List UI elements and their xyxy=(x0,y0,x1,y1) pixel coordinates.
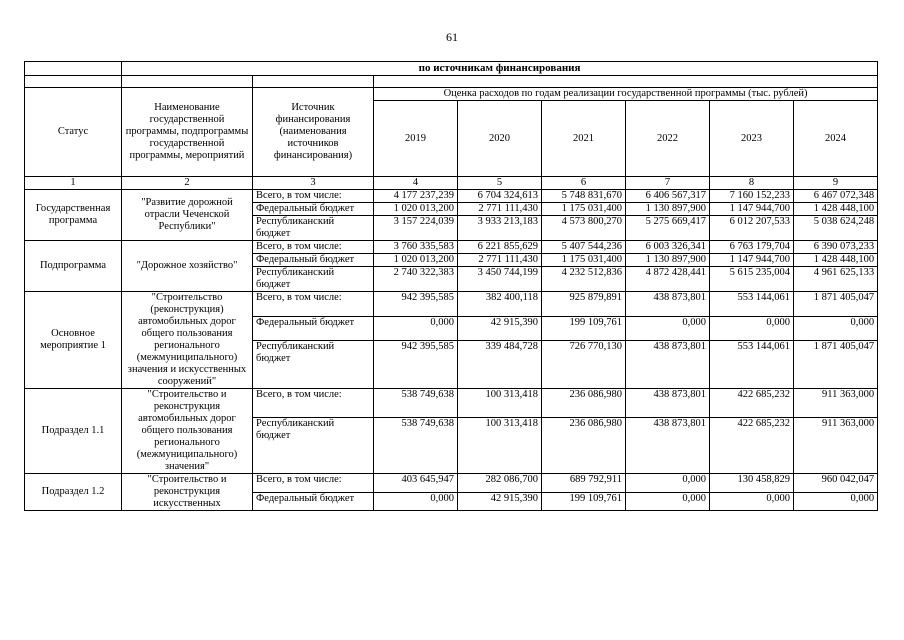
value-cell: 5 038 624,248 xyxy=(794,216,878,241)
value-cell: 6 390 073,233 xyxy=(794,241,878,254)
value-cell: 911 363,000 xyxy=(794,418,878,474)
value-cell: 1 428 448,100 xyxy=(794,254,878,267)
value-cell: 422 685,232 xyxy=(710,389,794,418)
table-row xyxy=(25,474,878,493)
value-cell: 6 467 072,348 xyxy=(794,190,878,203)
empty-cell xyxy=(122,76,253,88)
empty-cell xyxy=(253,76,374,88)
value-cell: 4 573 800,270 xyxy=(542,216,626,241)
value-cell: 0,000 xyxy=(626,492,710,511)
value-cell: 4 177 237,239 xyxy=(374,190,458,203)
column-number: 3 xyxy=(253,177,374,190)
value-cell: 2 771 111,430 xyxy=(458,203,542,216)
table-row xyxy=(25,241,878,254)
value-cell: 6 763 179,704 xyxy=(710,241,794,254)
value-cell: 403 645,947 xyxy=(374,474,458,493)
value-cell: 0,000 xyxy=(374,492,458,511)
caption-row xyxy=(25,62,878,76)
value-cell: 6 003 326,341 xyxy=(626,241,710,254)
value-cell: 339 484,728 xyxy=(458,341,542,389)
value-cell: 0,000 xyxy=(710,316,794,341)
value-cell: 553 144,061 xyxy=(710,292,794,317)
financing-table xyxy=(24,61,878,511)
value-cell: 942 395,585 xyxy=(374,292,458,317)
column-number: 8 xyxy=(710,177,794,190)
header-year: 2021 xyxy=(542,101,626,177)
value-cell: 5 748 831,670 xyxy=(542,190,626,203)
value-cell: 0,000 xyxy=(794,316,878,341)
header-year: 2023 xyxy=(710,101,794,177)
source-cell: Всего, в том числе: xyxy=(253,190,374,203)
value-cell: 6 221 855,629 xyxy=(458,241,542,254)
value-cell: 5 615 235,004 xyxy=(710,267,794,292)
source-cell: Федеральный бюджет xyxy=(253,492,374,511)
table-row xyxy=(25,389,878,418)
column-number: 7 xyxy=(626,177,710,190)
value-cell: 1 428 448,100 xyxy=(794,203,878,216)
value-cell: 1 871 405,047 xyxy=(794,292,878,317)
column-number: 2 xyxy=(122,177,253,190)
value-cell: 3 933 213,183 xyxy=(458,216,542,241)
source-cell: Федеральный бюджет xyxy=(253,316,374,341)
value-cell: 42 915,390 xyxy=(458,492,542,511)
value-cell: 130 458,829 xyxy=(710,474,794,493)
value-cell: 100 313,418 xyxy=(458,389,542,418)
value-cell: 538 749,638 xyxy=(374,418,458,474)
column-number: 1 xyxy=(25,177,122,190)
value-cell: 422 685,232 xyxy=(710,418,794,474)
value-cell: 1 147 944,700 xyxy=(710,254,794,267)
header-year: 2019 xyxy=(374,101,458,177)
status-cell: Основное мероприятие 1 xyxy=(25,292,122,389)
source-cell: Всего, в том числе: xyxy=(253,474,374,493)
value-cell: 5 275 669,417 xyxy=(626,216,710,241)
source-cell: Всего, в том числе: xyxy=(253,292,374,317)
empty-row xyxy=(25,76,878,88)
header-estimate: Оценка расходов по годам реализации государственной программы (тыс. рублей) xyxy=(374,88,878,101)
value-cell: 1 175 031,400 xyxy=(542,254,626,267)
value-cell: 911 363,000 xyxy=(794,389,878,418)
table-row xyxy=(25,190,878,203)
column-number: 4 xyxy=(374,177,458,190)
table-body xyxy=(25,62,878,511)
program-name-cell: "Развитие дорожной отрасли Чеченской Республики" xyxy=(122,190,253,241)
value-cell: 2 740 322,383 xyxy=(374,267,458,292)
column-number: 5 xyxy=(458,177,542,190)
value-cell: 4 872 428,441 xyxy=(626,267,710,292)
source-cell: Республиканский бюджет xyxy=(253,418,374,474)
value-cell: 199 109,761 xyxy=(542,492,626,511)
value-cell: 5 407 544,236 xyxy=(542,241,626,254)
value-cell: 382 400,118 xyxy=(458,292,542,317)
value-cell: 438 873,801 xyxy=(626,389,710,418)
table-caption: по источникам финансирования xyxy=(122,62,878,76)
value-cell: 2 771 111,430 xyxy=(458,254,542,267)
value-cell: 4 232 512,836 xyxy=(542,267,626,292)
value-cell: 3 760 335,583 xyxy=(374,241,458,254)
value-cell: 942 395,585 xyxy=(374,341,458,389)
program-name-cell: "Строительство и реконструкция искусственных xyxy=(122,474,253,511)
header-year: 2020 xyxy=(458,101,542,177)
header-name: Наименование государственной программы, подпрограммы государственной программы, мероприятий xyxy=(122,88,253,177)
value-cell: 6 406 567,317 xyxy=(626,190,710,203)
source-cell: Всего, в том числе: xyxy=(253,389,374,418)
value-cell: 960 042,047 xyxy=(794,474,878,493)
value-cell: 1 175 031,400 xyxy=(542,203,626,216)
program-name-cell: "Дорожное хозяйство" xyxy=(122,241,253,292)
value-cell: 199 109,761 xyxy=(542,316,626,341)
program-name-cell: "Строительство и реконструкция автомобильных дорог общего пользования регионального (межмуниципального) значения" xyxy=(122,389,253,474)
status-cell: Государственная программа xyxy=(25,190,122,241)
value-cell: 689 792,911 xyxy=(542,474,626,493)
program-name-cell: "Строительство (реконструкция) автомобильных дорог общего пользования регионального (межмуниципального) значения и искусственных сооружений" xyxy=(122,292,253,389)
source-cell: Всего, в том числе: xyxy=(253,241,374,254)
page-number: 61 xyxy=(446,30,458,44)
value-cell: 42 915,390 xyxy=(458,316,542,341)
table-row xyxy=(25,292,878,317)
empty-cell xyxy=(25,76,122,88)
status-cell: Подраздел 1.2 xyxy=(25,474,122,511)
header-row-1 xyxy=(25,88,878,101)
header-year: 2024 xyxy=(794,101,878,177)
column-number: 6 xyxy=(542,177,626,190)
value-cell: 6 012 207,533 xyxy=(710,216,794,241)
value-cell: 0,000 xyxy=(374,316,458,341)
status-cell: Подраздел 1.1 xyxy=(25,389,122,474)
value-cell: 236 086,980 xyxy=(542,418,626,474)
value-cell: 3 157 224,039 xyxy=(374,216,458,241)
header-status: Статус xyxy=(25,88,122,177)
value-cell: 1 130 897,900 xyxy=(626,203,710,216)
value-cell: 726 770,130 xyxy=(542,341,626,389)
source-cell: Республиканский бюджет xyxy=(253,267,374,292)
value-cell: 7 160 152,233 xyxy=(710,190,794,203)
value-cell: 100 313,418 xyxy=(458,418,542,474)
value-cell: 3 450 744,199 xyxy=(458,267,542,292)
header-source: Источник финансирования (наименования источников финансирования) xyxy=(253,88,374,177)
empty-cell xyxy=(374,76,878,88)
value-cell: 1 147 944,700 xyxy=(710,203,794,216)
value-cell: 0,000 xyxy=(710,492,794,511)
value-cell: 236 086,980 xyxy=(542,389,626,418)
value-cell: 438 873,801 xyxy=(626,341,710,389)
value-cell: 438 873,801 xyxy=(626,292,710,317)
status-cell: Подпрограмма xyxy=(25,241,122,292)
source-cell: Федеральный бюджет xyxy=(253,203,374,216)
value-cell: 0,000 xyxy=(626,474,710,493)
value-cell: 282 086,700 xyxy=(458,474,542,493)
value-cell: 1 871 405,047 xyxy=(794,341,878,389)
caption-blank-cell xyxy=(25,62,122,76)
value-cell: 538 749,638 xyxy=(374,389,458,418)
value-cell: 1 130 897,900 xyxy=(626,254,710,267)
value-cell: 0,000 xyxy=(626,316,710,341)
value-cell: 6 704 324,613 xyxy=(458,190,542,203)
value-cell: 553 144,061 xyxy=(710,341,794,389)
source-cell: Республиканский бюджет xyxy=(253,216,374,241)
value-cell: 925 879,891 xyxy=(542,292,626,317)
column-number: 9 xyxy=(794,177,878,190)
value-cell: 1 020 013,200 xyxy=(374,254,458,267)
column-number-row xyxy=(25,177,878,190)
source-cell: Республиканский бюджет xyxy=(253,341,374,389)
value-cell: 1 020 013,200 xyxy=(374,203,458,216)
source-cell: Федеральный бюджет xyxy=(253,254,374,267)
header-year: 2022 xyxy=(626,101,710,177)
value-cell: 4 961 625,133 xyxy=(794,267,878,292)
value-cell: 438 873,801 xyxy=(626,418,710,474)
value-cell: 0,000 xyxy=(794,492,878,511)
